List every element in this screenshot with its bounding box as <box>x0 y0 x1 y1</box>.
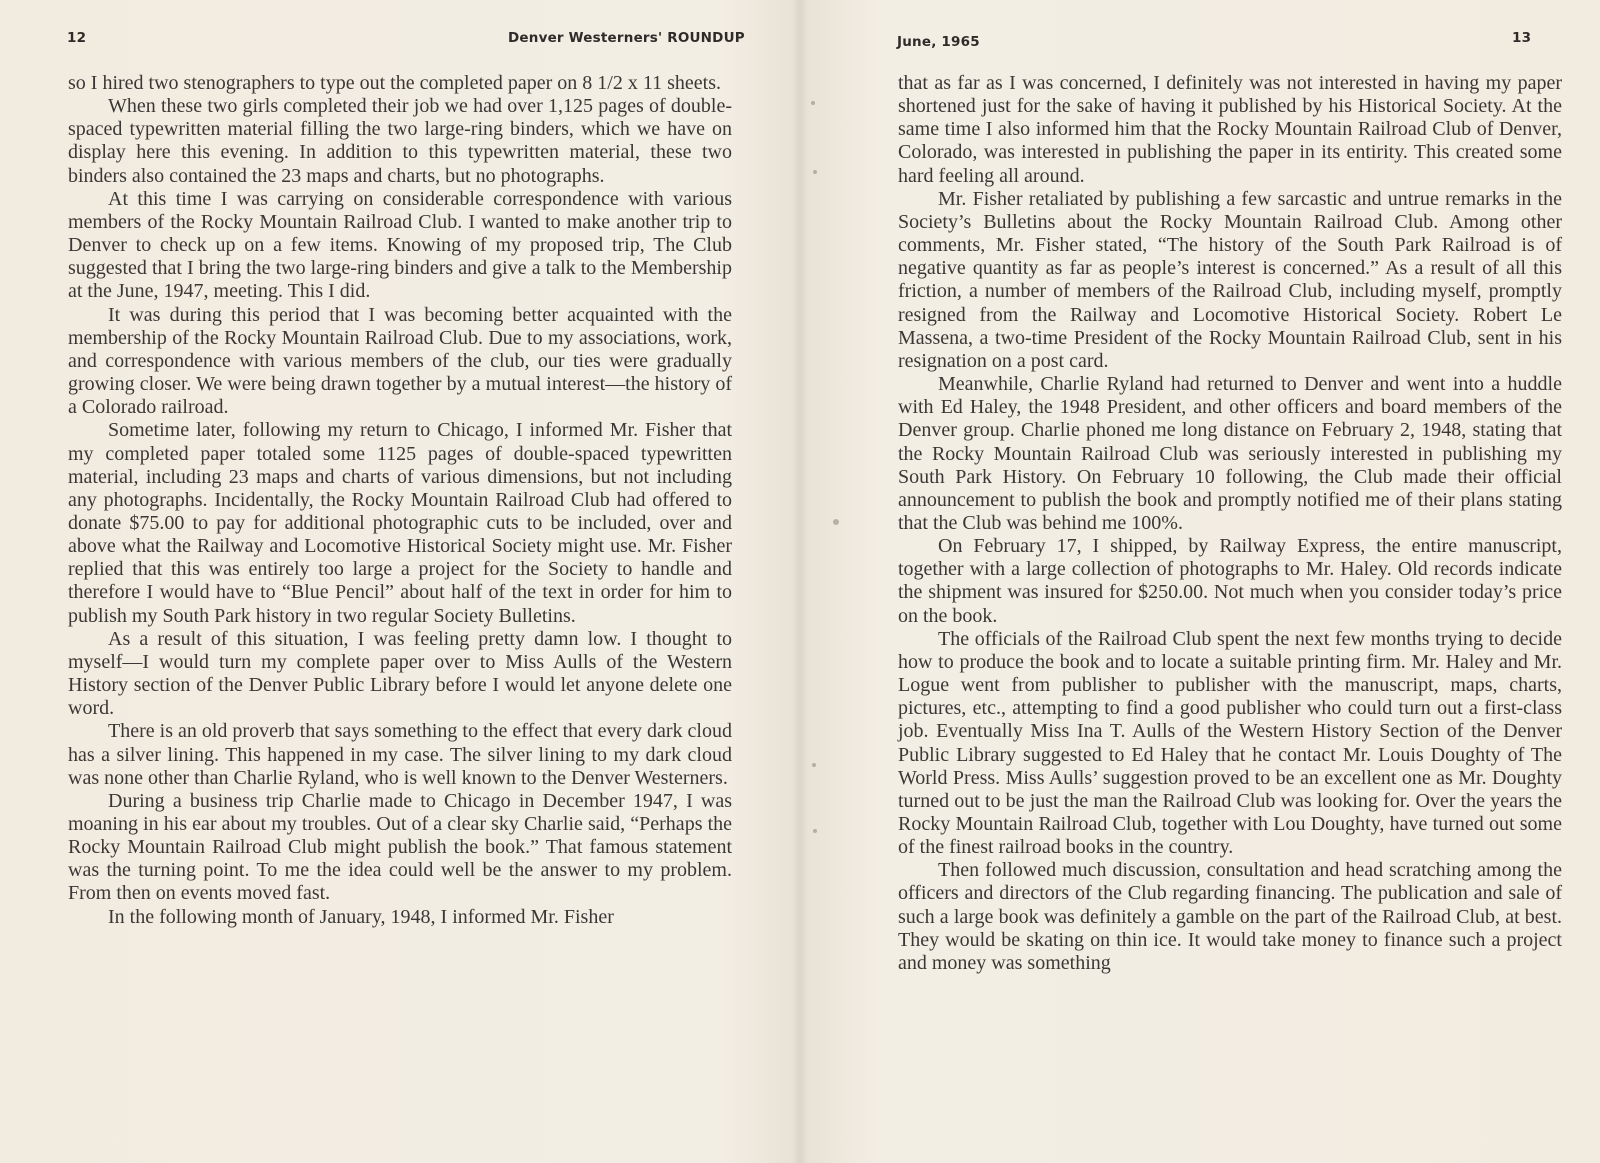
paragraph: The officials of the Railroad Club spent the next few months trying to decide how to produce the book and to locate a suitable printing firm. Mr. Haley and Mr. Logue went from publisher to publisher with the manuscript, maps, charts, pictures, etc., attempting to find a good publisher who could turn out a first-class job. Eventually Miss Ina T. Aulls of the Western History Section of the Denver Public Library suggested to Ed Haley that he contact Mr. Louis Doughty of The World Press. Miss Aulls’ suggestion proved to be an excellent one as Mr. Doughty turned out to be just the man the Railroad Club was looking for. Over the years the Rocky Mountain Railroad Club, together with Lou Doughty, have turned out some of the finest railroad books in the country. <box>898 627 1562 859</box>
paragraph: Meanwhile, Charlie Ryland had returned to Denver and went into a huddle with Ed Haley, the 1948 President, and other officers and board members of the Denver group. Charlie phoned me long distance on February 2, 1948, stating that the Rocky Mountain Railroad Club was seriously interested in publishing my South Park History. On February 10 following, the Club made their official announcement to publish the book and promptly notified me of their plans stating that the Club was behind me 100%. <box>898 373 1562 534</box>
paragraph: that as far as I was concerned, I definitely was not interested in having my paper shortened just for the sake of having it published by his Historical Society. At the same time I also informed him that the Rocky Mountain Railroad Club of Denver, Colorado, was interested in publishing the paper in its entirity. This created some hard feeling all around. <box>898 72 1562 187</box>
running-title: Denver Westerners' ROUNDUP <box>508 30 745 46</box>
paragraph: There is an old proverb that says something to the effect that every dark cloud has a silver lining. This happened in my case. The silver lining to my dark cloud was none other than Charlie Ryland, who is well known to the Denver Westerners. <box>68 720 732 789</box>
left-page-body <box>68 72 732 929</box>
paper-speck <box>812 763 816 767</box>
paragraph: so I hired two stenographers to type out the completed paper on 8 1/2 x 11 sheets. <box>68 72 721 94</box>
paper-speck <box>813 170 817 174</box>
paragraph: At this time I was carrying on considerable correspondence with various members of the Rocky Mountain Railroad Club. I wanted to make another trip to Denver to check up on a few items. Knowing of my proposed trip, The Club suggested that I bring the two large-ring binders and give a talk to the Membership at the June, 1947, meeting. This I did. <box>68 187 732 303</box>
paragraph: Mr. Fisher retaliated by publishing a few sarcastic and untrue remarks in the Society’s Bulletins about the Rocky Mountain Railroad Club. Among other comments, Mr. Fisher stated, “The history of the South Park Railroad is of negative quantity as far as people’s interest is concerned.” As a result of all this friction, a number of members of the Railroad Club, including myself, promptly resigned from the Railway and Locomotive Historical Society. Robert Le Massena, a two-time President of the Rocky Mountain Railroad Club, sent in his resignation on a post card. <box>898 187 1562 372</box>
paragraph: As a result of this situation, I was feeling pretty damn low. I thought to myself—I would turn my complete paper over to Miss Aulls of the Western History section of the Denver Public Library before I would let anyone delete one word. <box>68 627 732 720</box>
right-page-body <box>898 72 1562 975</box>
paragraph: When these two girls completed their job we had over 1,125 pages of double-spaced typewritten material filling the two large-ring binders, which we have on display here this evening. In addition to this typewritten material, these two binders also contained the 23 maps and charts, but no photographs. <box>68 95 732 187</box>
paragraph: It was during this period that I was becoming better acquainted with the membership of the Rocky Mountain Railroad Club. Due to my associations, work, and correspondence with various members of the club, our ties were gradually growing closer. We were being drawn together by a mutual interest—the history of a Colorado railroad. <box>68 303 732 419</box>
paper-speck <box>813 829 817 833</box>
paper-speck <box>833 519 839 525</box>
running-date: June, 1965 <box>897 34 980 50</box>
paragraph: During a business trip Charlie made to Chicago in December 1947, I was moaning in his ear about my troubles. Out of a clear sky Charlie said, “Perhaps the Rocky Mountain Railroad Club might publish the book.” That famous statement was the turning point. To me the idea could well be the answer to my problem. From then on events moved fast. <box>68 789 732 905</box>
paragraph: Sometime later, following my return to Chicago, I informed Mr. Fisher that my completed paper totaled some 1125 pages of double-spaced typewritten material, including 23 maps and charts of various dimensions, but not including any photographs. Incidentally, the Rocky Mountain Railroad Club had offered to donate $75.00 to pay for additional photographic cuts to be included, over and above what the Railway and Locomotive Historical Society might use. Mr. Fisher replied that this was entirely too large a project for the Society to handle and therefore I would have to “Blue Pencil” about half of the text in order for him to publish my South Park history in two regular Society Bulletins. <box>68 419 732 627</box>
paper-speck <box>811 101 815 105</box>
paragraph: Then followed much discussion, consultation and head scratching among the officers and directors of the Club regarding financing. The publication and sale of such a large book was definitely a gamble on the part of the Railroad Club, at best. They would be skating on thin ice. It would take money to finance such a project and money was something <box>898 859 1562 974</box>
paragraph: On February 17, I shipped, by Railway Express, the entire manuscript, together with a large collection of photographs to Mr. Haley. Old records indicate the shipment was insured for $250.00. Not much when you consider today’s price on the book. <box>898 535 1562 627</box>
left-page-number: 12 <box>67 30 87 46</box>
right-page-number: 13 <box>1512 30 1532 46</box>
paragraph: In the following month of January, 1948, I informed Mr. Fisher <box>108 905 614 928</box>
